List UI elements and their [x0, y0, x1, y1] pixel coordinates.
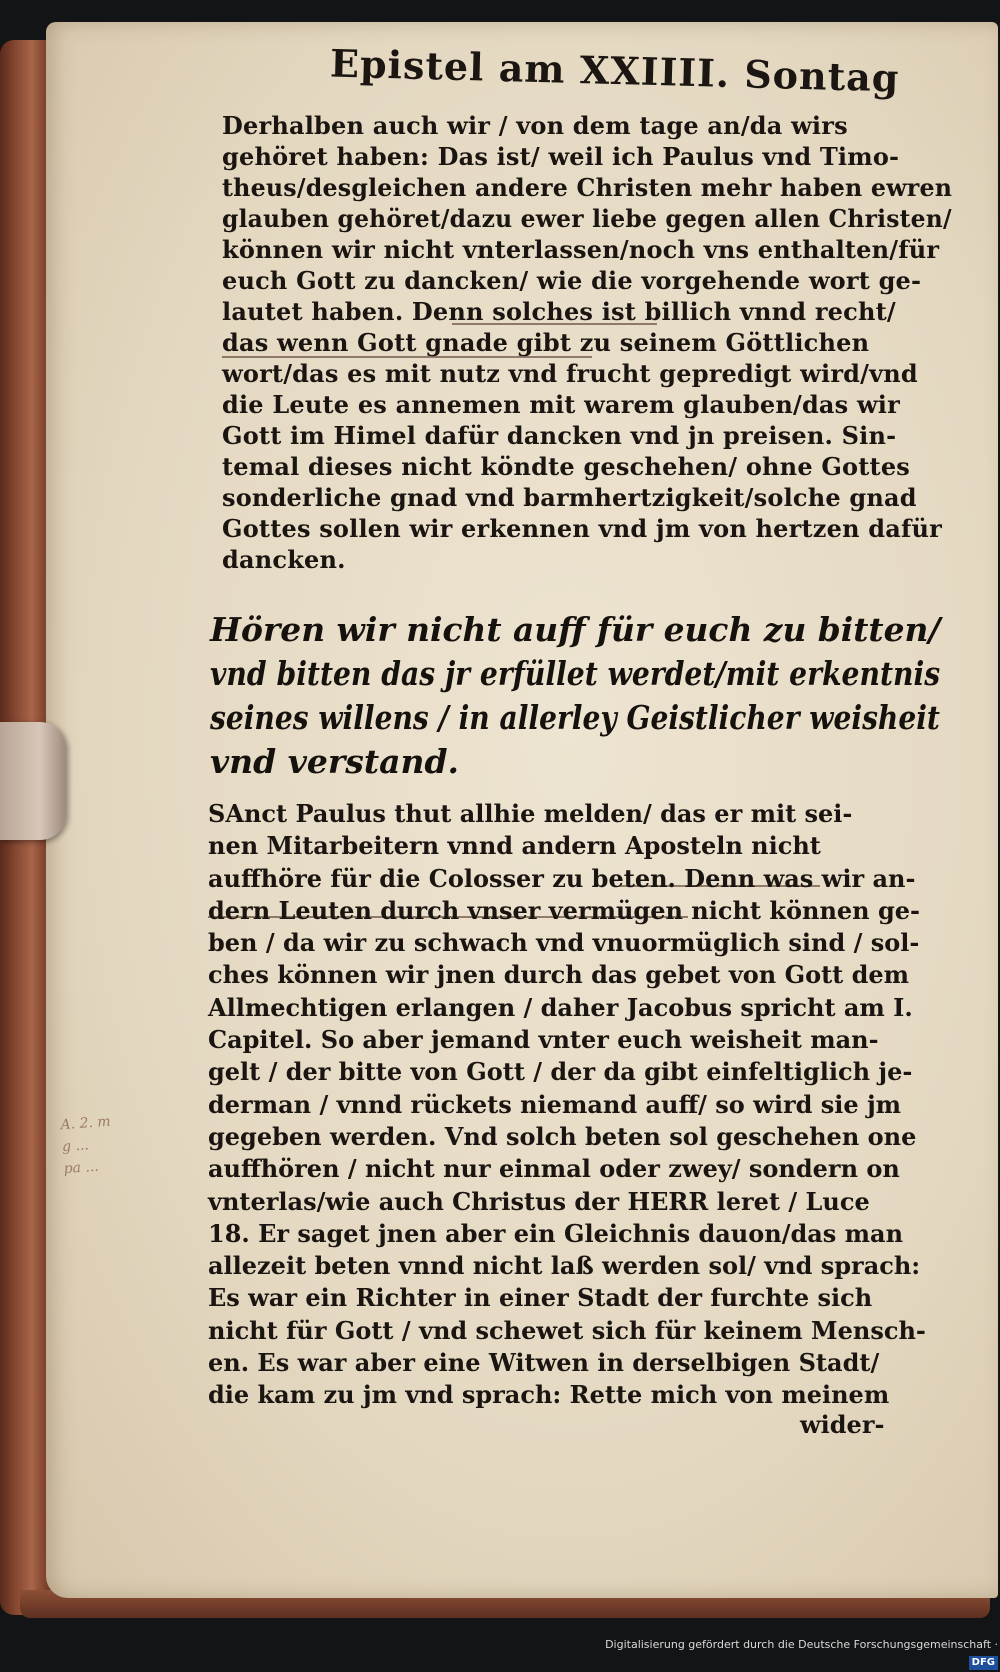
body-text-line: das wenn Gott gnade gibt zu seinem Göttlichen: [222, 328, 870, 357]
body-text-line: dancken.: [222, 545, 346, 574]
body-text-line: theus/desgleichen andere Christen mehr haben ewren: [222, 173, 953, 202]
body-text-line: Derhalben auch wir / von dem tage an/da wirs: [222, 111, 848, 140]
body-paragraph: [222, 110, 953, 575]
commentary-text-line: auffhören / nicht nur einmal oder zwey/ sondern on: [208, 1154, 900, 1184]
underline-mark: [222, 356, 592, 358]
body-text-line: können wir nicht vnterlassen/noch vns enthalten/für: [222, 235, 940, 264]
body-text-line: temal dieses nicht köndte geschehen/ ohne Gottes: [222, 452, 911, 481]
underline-mark: [452, 323, 657, 325]
commentary-text-line: nen Mitarbeitern vnnd andern Aposteln nicht: [208, 831, 821, 861]
verse-text-line: vnd bitten das jr erfüllet werdet/mit erkentnis: [210, 654, 941, 693]
commentary-paragraph: [208, 798, 928, 1412]
body-text-line: sonderliche gnad vnd barmhertzigkeit/solche gnad: [222, 483, 917, 512]
commentary-text-line: auffhöre für die Colosser zu beten. Denn was wir an-: [208, 863, 916, 893]
margin-note-line: A. 2. m: [60, 1113, 112, 1134]
commentary-text-line: allezeit beten vnnd nicht laß werden sol/ vnd sprach:: [208, 1251, 921, 1281]
body-text-line: euch Gott zu dancken/ wie die vorgehende wort ge-: [222, 266, 922, 295]
body-text-line: Gottes sollen wir erkennen vnd jm von hertzen dafür: [222, 514, 943, 543]
commentary-text-line: gegeben werden. Vnd solch beten sol geschehen one: [208, 1121, 917, 1151]
body-text-line: lautet haben. Denn solches ist billich vnnd recht/: [222, 297, 896, 326]
commentary-text-line: derman / vnnd rückets niemand auff/ so wird sie jm: [208, 1089, 902, 1119]
verse-text-line: vnd verstand.: [210, 742, 460, 781]
credit-text: Digitalisierung gefördert durch die Deutsche Forschungsgemeinschaft ·: [605, 1638, 998, 1651]
dfg-logo: DFG: [969, 1656, 998, 1670]
running-title: Epistel am XXIIII. Sontag: [329, 40, 901, 101]
margin-note-line: pa ...: [63, 1158, 100, 1178]
body-text-line: Gott im Himel dafür dancken vnd jn preisen. Sin-: [222, 421, 897, 450]
body-text-line: glauben gehöret/dazu ewer liebe gegen allen Christen/: [222, 204, 952, 233]
scripture-verse: [210, 608, 941, 784]
verse-text-line: Hören wir nicht auff für euch zu bitten/: [210, 610, 941, 649]
commentary-text-line: 18. Er saget jnen aber ein Gleichnis dauon/das man: [208, 1218, 904, 1248]
commentary-text-line: nicht für Gott / vnd schewet sich für keinem Mensch-: [208, 1315, 926, 1345]
commentary-text-line: Es war ein Richter in einer Stadt der furchte sich: [208, 1283, 873, 1313]
book-clasp: [0, 722, 66, 840]
catchword: wider-: [800, 1410, 885, 1439]
digitization-credit: [570, 1636, 998, 1668]
verse-text-line: seines willens / in allerley Geistlicher weisheit: [210, 698, 940, 737]
commentary-text-line: gelt / der bitte von Gott / der da gibt einfeltiglich je-: [208, 1057, 913, 1087]
commentary-text-line: vnterlas/wie auch Christus der HERR leret / Luce: [208, 1186, 870, 1216]
commentary-text-line: SAnct Paulus thut allhie melden/ das er mit sei-: [208, 799, 853, 828]
handwritten-margin-note: [60, 1106, 184, 1180]
margin-note-line: g ...: [61, 1137, 90, 1156]
commentary-text-line: die kam zu jm vnd sprach: Rette mich von meinem: [208, 1380, 890, 1410]
body-text-line: die Leute es annemen mit warem glauben/das wir: [222, 390, 900, 419]
commentary-text-line: ben / da wir zu schwach vnd vnuormüglich sind / sol-: [208, 928, 920, 958]
commentary-text-line: Allmechtigen erlangen / daher Jacobus spricht am I.: [208, 992, 913, 1022]
commentary-text-line: dern Leuten durch vnser vermügen nicht können ge-: [208, 895, 920, 925]
commentary-text-line: en. Es war aber eine Witwen in derselbigen Stadt/: [208, 1348, 880, 1378]
body-text-line: wort/das es mit nutz vnd frucht gepredigt wird/vnd: [222, 359, 918, 388]
commentary-text-line: ches können wir jnen durch das gebet von Gott dem: [208, 960, 910, 990]
commentary-text-line: Capitel. So aber jemand vnter euch weisheit man-: [208, 1025, 879, 1055]
body-text-line: gehöret haben: Das ist/ weil ich Paulus vnd Timo-: [222, 142, 900, 171]
